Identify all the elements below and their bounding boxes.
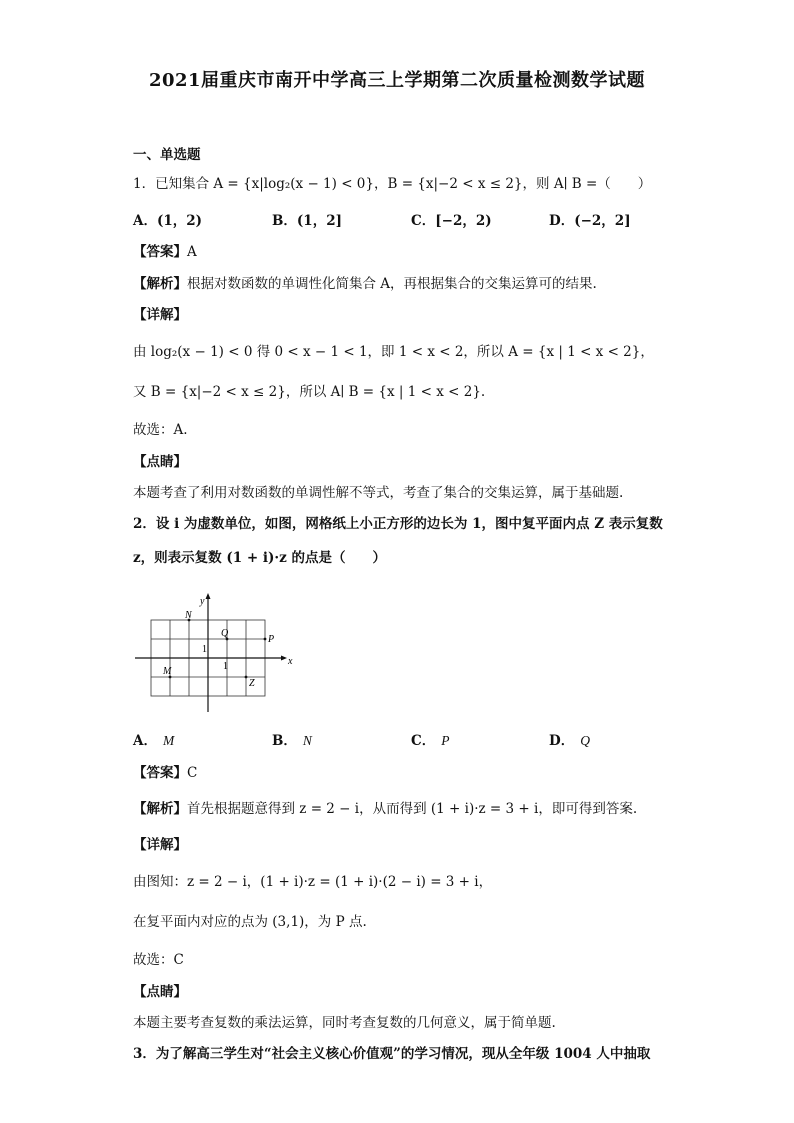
q2-answer: C bbox=[187, 765, 198, 781]
q2-detail-tag: 【详解】 bbox=[133, 837, 187, 853]
page-title: 2021届重庆市南开中学高三上学期第二次质量检测数学试题 bbox=[148, 70, 646, 91]
q1-option-d: D．(−2，2] bbox=[549, 213, 631, 229]
q2-option-c bbox=[411, 731, 450, 751]
point-q-label: Q bbox=[221, 628, 229, 639]
q1-answer-tag: 【答案】 bbox=[133, 244, 187, 260]
q1-detail-1: 由 log₂(x − 1) < 0 得 0 < x − 1 < 1，即 1 < x < 2，所以 A = {x | 1 < x < 2}， bbox=[133, 344, 654, 360]
section-heading: 一、单选题 bbox=[133, 147, 201, 163]
q2-stem-1: 2．设 i 为虚数单位，如图，网格纸上小正方形的边长为 1，图中复平面内点 Z 表示复数 bbox=[133, 516, 663, 532]
q2-option-d bbox=[549, 731, 590, 751]
q2-option-b-letter: B． bbox=[272, 733, 297, 749]
q2-comment-tag: 【点睛】 bbox=[133, 984, 187, 1000]
q1-comment: 本题考查了利用对数函数的单调性解不等式，考查了集合的交集运算，属于基础题. bbox=[133, 485, 624, 501]
point-p bbox=[264, 638, 267, 641]
q1-analysis-tag: 【解析】 bbox=[133, 276, 187, 292]
q1-choose: 故选：A. bbox=[133, 422, 188, 438]
q2-option-a bbox=[133, 731, 174, 751]
x-axis-label: x bbox=[288, 656, 293, 667]
q2-choose: 故选：C bbox=[133, 952, 184, 968]
y-tick-1: 1 bbox=[202, 644, 207, 655]
x-axis-arrow bbox=[281, 656, 287, 661]
q2-option-b-value: N bbox=[302, 733, 312, 748]
q1-option-b: B．(1，2] bbox=[272, 213, 342, 229]
q2-option-d-value: Q bbox=[580, 733, 590, 748]
q2-analysis-line bbox=[133, 799, 637, 819]
q2-option-b bbox=[272, 731, 312, 751]
q1-answer: A bbox=[187, 244, 197, 260]
q3-stem: 3．为了解高三学生对“社会主义核心价值观”的学习情况，现从全年级 1004 人中抽取 bbox=[133, 1046, 651, 1062]
point-p-label: P bbox=[268, 634, 275, 645]
q2-option-d-letter: D． bbox=[549, 733, 575, 749]
q2-option-a-value: M bbox=[162, 733, 175, 748]
q2-analysis-tag: 【解析】 bbox=[133, 801, 187, 817]
q1-option-c: C．[−2，2) bbox=[411, 213, 492, 229]
q2-option-c-value: P bbox=[441, 733, 450, 748]
x-tick-1: 1 bbox=[223, 661, 228, 672]
q2-detail-2: 在复平面内对应的点为 (3,1)，为 P 点. bbox=[133, 914, 367, 930]
point-z bbox=[245, 676, 248, 679]
q2-detail-1: 由图知：z = 2 − i，(1 + i)·z = (1 + i)·(2 − i) = 3 + i， bbox=[133, 874, 493, 890]
axes bbox=[135, 596, 283, 712]
q2-answer-line bbox=[133, 763, 197, 783]
q1-analysis: 根据对数函数的单调性化简集合 A，再根据集合的交集运算可的结果. bbox=[187, 276, 597, 292]
complex-plane-figure bbox=[131, 590, 301, 718]
y-axis-label: y bbox=[200, 596, 205, 607]
q1-detail-tag: 【详解】 bbox=[133, 307, 187, 323]
y-axis-arrow bbox=[206, 593, 211, 599]
q1-comment-tag: 【点睛】 bbox=[133, 454, 187, 470]
q1-analysis-line bbox=[133, 274, 597, 294]
q2-option-a-letter: A． bbox=[133, 733, 157, 749]
complex-plane-grid bbox=[131, 590, 301, 718]
point-m-label: M bbox=[163, 666, 172, 677]
q1-answer-line bbox=[133, 242, 197, 262]
q2-analysis: 首先根据题意得到 z = 2 − i，从而得到 (1 + i)·z = 3 + i，即可得到答案. bbox=[187, 801, 638, 817]
q2-answer-tag: 【答案】 bbox=[133, 765, 187, 781]
q1-detail-2: 又 B = {x|−2 < x ≤ 2}，所以 A∣ B = {x | 1 < x < 2}. bbox=[133, 384, 486, 400]
q1-stem: 1．已知集合 A = {x|log₂(x − 1) < 0}，B = {x|−2 < x ≤ 2}，则 A∣ B =（ ） bbox=[133, 176, 652, 192]
q2-comment: 本题主要考查复数的乘法运算，同时考查复数的几何意义，属于简单题. bbox=[133, 1015, 556, 1031]
point-n-label: N bbox=[185, 610, 192, 621]
q2-option-c-letter: C． bbox=[411, 733, 436, 749]
q2-stem-2: z，则表示复数 (1 + i)·z 的点是（ ） bbox=[133, 550, 386, 566]
point-z-label: Z bbox=[249, 678, 255, 689]
q1-option-a: A．(1，2) bbox=[133, 213, 203, 229]
